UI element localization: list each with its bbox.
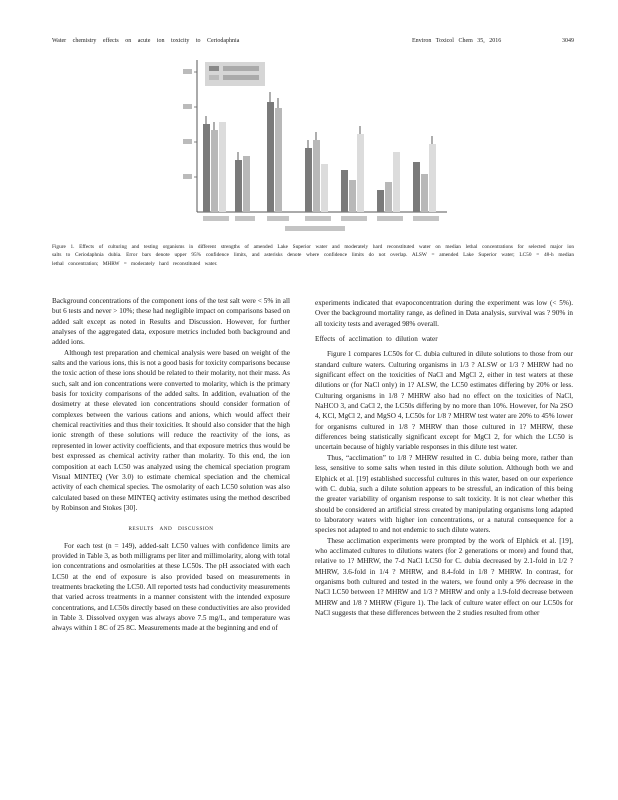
section-heading-results: RESULTS AND DISCUSSION bbox=[128, 526, 214, 533]
figure-1-caption: Figure 1. Effects of culturing and testing organisms in different strengths of amended Lake Superior water and moderately hard reconstituted water on median lethal concentrations for selected major ion salts to Ceriodaphnia dubia. Error bars denote upper 95% confidence limits, and asterisks denote where confidence limits do not overlap. ALSW = amended Lake Superior water; LC50 = 48-h median lethal concentration; MHRW = moderately hard reconstituted water. bbox=[52, 244, 574, 267]
figure-1-chart bbox=[175, 52, 455, 237]
paragraph: experiments indicated that evapoconcentration during the experiment was low (< 5%). Over the background mortality range, as defined in Data analysis, survival was ? 90% in all toxicity tests and averaged 98% overall. bbox=[315, 299, 573, 328]
journal-citation: Environ Toxicol Chem 35, 2016 bbox=[412, 38, 502, 44]
left-column bbox=[52, 296, 290, 634]
paragraph: Although test preparation and chemical analysis were based on weight of the salts and the various ions, this is not a good basis for toxicity comparisons because the toxic action of these ions should be related to their molarity, not their mass. As such, salt and ion concentrations were converted to molarity, which is the primary basis for toxicity comparisons of the added salts. In addition, evaluation of the dosimetry at these elevated ion concentrations should consider formation of complexes between the various cations and anions, which would affect their chemical reactivities and thus their toxicities. It should also consider that the high ionic strength of these solutions will reduce the reactivity of the ions, as represented in lower activity coefficients, and that exposure metrics thus would be best expressed as chemical activity rather than molarity. To this end, the ion composition at each LC50 was analyzed using the chemical speciation program Visual MINTEQ (Ver 3.0) to estimate chemical speciation and the chemical activity of each chemical species. The osmolarity of each LC50 solution was also calculated based on these MINTEQ activity estimates using the method described by Robinson and Stokes [30]. bbox=[52, 348, 290, 512]
figure-1-graphic bbox=[175, 52, 455, 237]
running-header bbox=[52, 36, 574, 46]
bar-group-nacl bbox=[203, 116, 226, 212]
paragraph: Thus, “acclimation” to 1/8 ? MHRW resulted in C. dubia being more, rather than less, sensitive to some salts when tested in this dilute solution. Although both we and Elphick et al. [19] established successful cultures in this water, based on our experience with C. dubia, such a dilute solution appears to be stressful, an indication of this being the greater variability of organism response to salt toxicity. It is not clear whether this should be considered an artificial stress created by manipulating organisms long adapted to laboratory waters with higher ion concentrations, or a natural consequence for a species not adapted to and not endemic to such dilute waters. bbox=[315, 453, 573, 535]
paragraph: These acclimation experiments were prompted by the work of Elphick et al. [19], who acclimated cultures to dilutions waters (for 2 generations or more) and found that, relative to 1? MHRW, the 7-d NaCl LC50 for C. dubia decreased by 2.1-fold in 1/2 ? MHRW, 3.6-fold in 1/4 ? MHRW, and 8.4-fold in 1/8 ? MHRW. In contrast, for organisms both cultured and tested in the waters, we found only a 9% decrease in the NaCl LC50 between 1? MHRW and 1/3 ? MHRW and only a 1.9-fold decrease between MHRW and 1/8 ? MHRW (Figure 1). The lack of culture water effect on our LC50s for NaCl suggests that these differences between the 2 studies resulted from other bbox=[315, 536, 573, 617]
paragraph: For each test (n = 149), added-salt LC50 values with confidence limits are provided in Table 3, as both milligrams per liter and millimolarity, along with total ion concentrations and osmolarities at these LC50s. The pH associated with each LC50 at the end of exposure is also provided based on measurements in treatments bracketing the LC50. All reported tests had conductivity measurements that varied across treatments in a manner consistent with the intended exposure concentrations, and LC50s directly based on these conductivities are also provided in Table 3. Dissolved oxygen was always above 7.5 mg/L, and temperature was always within 1 8C of 25 8C. Measurements made at the beginning and end of bbox=[52, 541, 290, 633]
paragraph: Background concentrations of the component ions of the test salt were < 5% in all but 6 tests and never > 10%; these had negligible impact on comparisons based on added salt except as noted in Results and Discussion. However, for further analyses of the aggregated data, exposure metrics included both background and added ions. bbox=[52, 297, 290, 347]
page-number: 3049 bbox=[562, 38, 574, 44]
chart-legend bbox=[205, 62, 265, 86]
subsection-heading-acclimation: Effects of acclimation to dilution water bbox=[315, 335, 438, 344]
running-title: Water chemistry effects on acute ion toxicity to Ceriodaphnia bbox=[52, 38, 240, 44]
paragraph: Figure 1 compares LC50s for C. dubia cultured in dilute solutions to those from our standard culture waters. Culturing organisms in 1/3 ? ALSW or 1/3 ? MHRW had no significant effect on the toxicities of NaCl and MgCl 2, either in test waters at these dilutions or (for NaCl only) in 1? ALSW, the LC50 estimates differing by 20% or less. Culturing organisms in 1/8 ? MHRW also had no effect on the toxicities of NaCl, NaHCO 3, and CaCl 2, the LC50s differing by no more than 10%. However, for Na 2SO 4, KCl, MgCl 2, and MgSO 4, LC50s for 1/8 ? MHRW test water are 20% to 45% lower for organisms cultured in 1/8 ? MHRW than those cultured in 1? MHRW, these differences being statistically significant except for MgCl 2, for which the LC50 is uncertain because of highly variable responses in this dilute test water. bbox=[315, 350, 573, 452]
right-column bbox=[315, 298, 573, 618]
